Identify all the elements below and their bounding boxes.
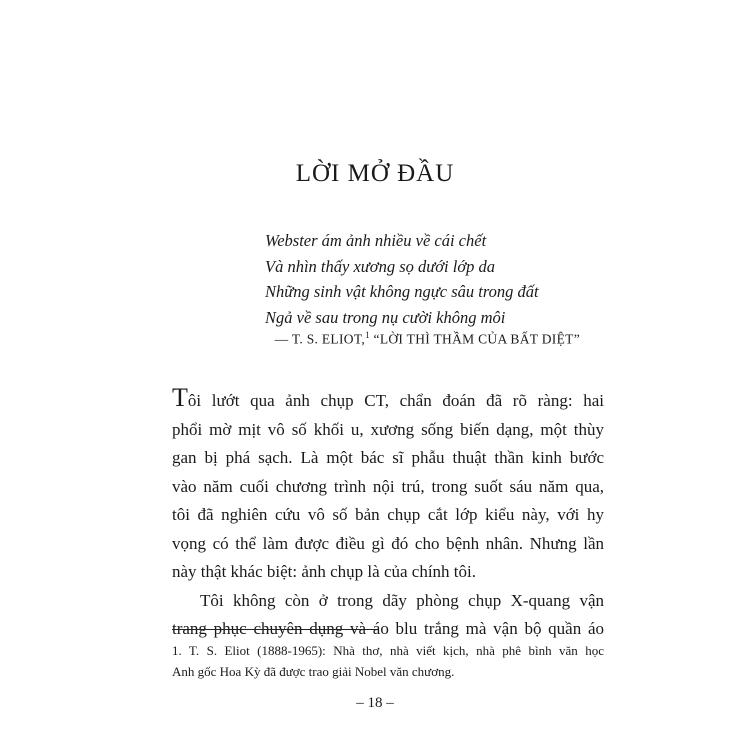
epigraph-line: Và nhìn thấy xương sọ dưới lớp da bbox=[265, 256, 496, 276]
footnote-line: 1. T. S. Eliot (1888-1965): Nhà thơ, nhà viết kịch, nhà phê bình văn học bbox=[172, 643, 604, 658]
epigraph-line: Webster ám ảnh nhiều về cái chết bbox=[265, 231, 487, 250]
chapter-heading: LỜI MỞ ĐẦU bbox=[295, 160, 455, 187]
drop-cap: T bbox=[172, 383, 188, 412]
attribution-author: — T. S. ELIOT, bbox=[274, 331, 366, 347]
footnote-divider bbox=[172, 629, 379, 630]
body-text bbox=[172, 384, 604, 644]
paragraph-line: vào năm cuối chương trình nội trú, trong suốt sáu năm qua, bbox=[172, 476, 604, 496]
footnote-line: Anh gốc Hoa Kỳ đã được trao giải Nobel văn chương. bbox=[172, 664, 455, 679]
footnote bbox=[172, 640, 604, 682]
paragraph-line: trang phục chuyên dụng và áo blu trắng mà vận bộ quần áo bbox=[172, 619, 604, 638]
paragraph-line: phổi mờ mịt vô số khối u, xương sống biến dạng, một thùy bbox=[172, 419, 604, 439]
attribution-title: “LỜI THÌ THẦM CỦA BẤT DIỆT” bbox=[369, 331, 580, 347]
paragraph-line bbox=[172, 384, 604, 416]
epigraph-line: Những sinh vật không ngực sâu trong đất bbox=[265, 282, 539, 301]
paragraph-line: tôi đã nghiên cứu vô số bản chụp cắt lớp kiểu này, với hy bbox=[172, 505, 604, 524]
paragraph-line: này thật khác biệt: ảnh chụp là của chính tôi. bbox=[172, 562, 477, 581]
epigraph-line: Ngả về sau trong nụ cười không môi bbox=[265, 307, 506, 327]
paragraph-line: gan bị phá sạch. Là một bác sĩ phẫu thuật thần kinh bước bbox=[172, 448, 604, 467]
paragraph-line: Tôi không còn ở trong dãy phòng chụp X-quang vận bbox=[200, 590, 604, 610]
footnote-marker: 1 bbox=[365, 330, 370, 340]
paragraph-line: vọng có thể làm được điều gì đó cho bệnh nhân. Nhưng lần bbox=[172, 533, 604, 553]
page-number: – 18 – bbox=[356, 695, 394, 711]
epigraph-attribution bbox=[0, 330, 580, 348]
paragraph-line-text: ôi lướt qua ảnh chụp CT, chẩn đoán đã rõ ràng: hai bbox=[187, 391, 604, 410]
epigraph bbox=[265, 228, 585, 330]
